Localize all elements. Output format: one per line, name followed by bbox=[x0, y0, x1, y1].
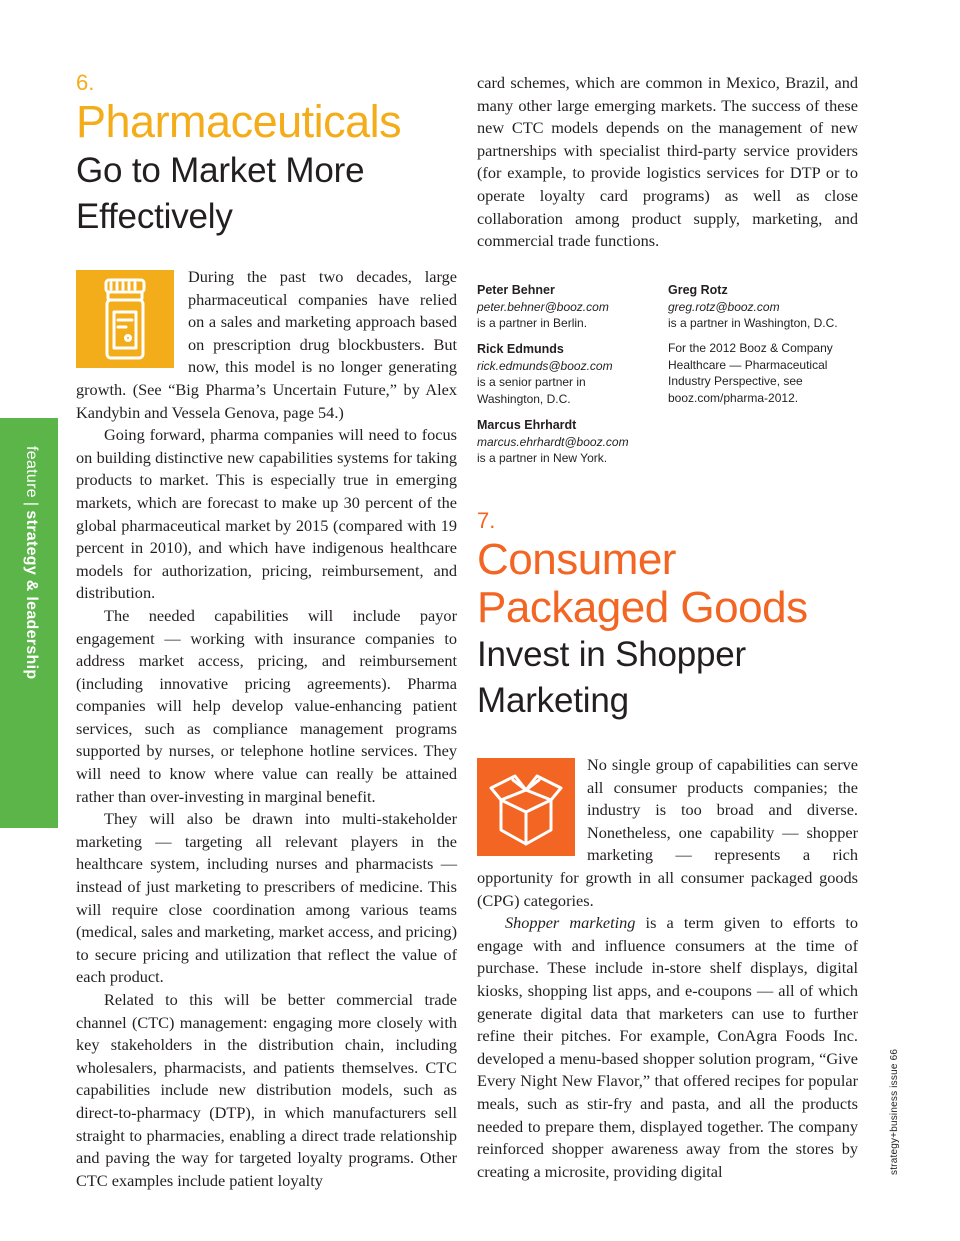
section-7 bbox=[477, 508, 858, 1183]
section-6-subtitle bbox=[76, 148, 457, 240]
contact-email[interactable]: greg.rotz@booz.com bbox=[668, 299, 780, 314]
contact-role: is a partner in Washington, D.C. bbox=[668, 316, 838, 330]
section-7-body bbox=[477, 754, 858, 1183]
section-prefix: feature bbox=[23, 446, 40, 498]
paragraph-5-part-a: Related to this will be better commercial trade channel (CTC) management: engaging more closely with key stakeholders in the distribution chain, including wholesalers, pharmacists, and patients themselves. CTC capabilities include new distribution models, such as direct-to-pharmacy (DTP), in which manufacturers sell straight to pharmacies, enabling a direct trade relationship and paving the way for targeted loyalty programs. Other CTC examples include patient loyalty bbox=[76, 990, 457, 1190]
section-7-paragraph-2 bbox=[477, 912, 858, 1183]
open-box-icon bbox=[477, 758, 575, 856]
section-6-continuation bbox=[477, 72, 858, 253]
section-7-paragraph-1: No single group of capabilities can serve all consumer products companies; the industry is too broad and diverse. Nonetheless, one capability — shopper marketing — represents a rich opportunity for growth in all consumer packaged goods (CPG) categories. bbox=[477, 755, 858, 910]
contact-email[interactable]: rick.edmunds@booz.com bbox=[477, 358, 613, 373]
section-tab: feature|strategy & leadership 38 bbox=[0, 418, 58, 828]
section-6-title: Pharmaceuticals bbox=[76, 96, 402, 147]
contact-role-line2: Washington, D.C. bbox=[477, 391, 571, 406]
section-6 bbox=[76, 70, 457, 1192]
section-6-subtitle-line1: Go to Market More bbox=[76, 151, 365, 190]
shopper-marketing-term: Shopper marketing bbox=[505, 913, 636, 933]
section-6-paragraph-1: During the past two decades, large pharmaceutical companies have relied on a sales and marketing approach based on prescription drug blockbusters. But now, this model is no longer generating growth. (See “Big Pharma’s Uncertain Future,” by Alex Kandybin and Vessela Genova, page 54.) bbox=[76, 267, 457, 422]
section-6-paragraph-5 bbox=[76, 989, 457, 1192]
section-6-number: 6. bbox=[76, 70, 95, 95]
contact-marcus-ehrhardt bbox=[477, 417, 667, 467]
contact-name: Greg Rotz bbox=[668, 283, 728, 297]
section-6-body bbox=[76, 266, 457, 1192]
section-7-number: 7. bbox=[477, 508, 496, 533]
contact-name: Peter Behner bbox=[477, 283, 555, 297]
section-6-subtitle-line2: Effectively bbox=[76, 197, 233, 236]
contact-name: Marcus Ehrhardt bbox=[477, 418, 577, 432]
section-6-paragraph-4: They will also be drawn into multi-stakeholder marketing — targeting all relevant players in the healthcare system, including nurses and pharmacists — instead of just marketing to prescribers of medicine. This will require close coordination among various teams (medical, sales and marketing, market access, and pricing) to secure pricing and utilization that reflect the value of each product. bbox=[76, 809, 457, 987]
contact-name: Rick Edmunds bbox=[477, 342, 564, 356]
contact-role-line1: is a senior partner in bbox=[477, 375, 586, 389]
contact-role: is a partner in Berlin. bbox=[477, 316, 588, 330]
section-7-title bbox=[477, 536, 858, 632]
section-7-subtitle bbox=[477, 632, 858, 724]
section-7-paragraph-2-rest: is a term given to efforts to engage with and influence consumers at the time of purchase. These include in-store shelf displays, digital kiosks, shopping list apps, and e-coupons — all of which generate digital data that marketers can use to further refine their pitches. For example, ConAgra Foods Inc. developed a menu-based shopper solution program, “Give Every Night New Flavor,” that offered recipes for popular meals, such as stir-fry and pasta, and all the products needed to prepare them, displayed together. The company reinforced shopper awareness away from the stores by creating a microsite, providing digital bbox=[477, 913, 858, 1181]
contact-greg-rotz bbox=[668, 282, 858, 332]
note-line3: Industry Perspective, see bbox=[668, 374, 803, 388]
note-line2: Healthcare — Pharmaceutical bbox=[668, 357, 828, 372]
section-6-paragraph-2: Going forward, pharma companies will need to focus on building distinctive new capabilities systems for taking products to market. This is especially true in emerging markets, which are forecast to make up 30 percent of the global pharmaceutical market by 2015 (compared with 19 percent in 2010), and which have indigenous healthcare models for authorization, pricing, reimbursement, and distribution. bbox=[76, 425, 457, 603]
issue-label: strategy+business issue 66 bbox=[889, 1048, 900, 1175]
continuation-text bbox=[477, 72, 858, 253]
section-7-title-line1: Consumer bbox=[477, 535, 676, 584]
section-name: strategy & leadership bbox=[23, 510, 40, 680]
perspective-note bbox=[668, 340, 858, 406]
note-line4[interactable]: booz.com/pharma-2012. bbox=[668, 390, 799, 405]
contact-email[interactable]: peter.behner@booz.com bbox=[477, 299, 609, 314]
contact-peter-behner bbox=[477, 282, 667, 332]
section-7-title-line2: Packaged Goods bbox=[477, 583, 808, 632]
contact-rick-edmunds bbox=[477, 341, 667, 407]
contact-email[interactable]: marcus.ehrhardt@booz.com bbox=[477, 434, 629, 449]
page-number: 38 bbox=[21, 1207, 37, 1222]
note-line1: For the 2012 Booz & Company bbox=[668, 341, 833, 355]
section-6-paragraph-3: The needed capabilities will include payor engagement — working with insurance companies to address market access, pricing, and reimbursement (including innovative pricing agreements). Pharma companies will help develop value-enhancing patient services, such as compliance management programs supported by nurses, or telephone hotline services. They will need to know where value can really be attained rather than over-investing in marginal benefit. bbox=[76, 605, 457, 806]
section-7-subtitle-line2: Marketing bbox=[477, 681, 629, 720]
continuation-paragraph: card schemes, which are common in Mexico, Brazil, and many other large emerging markets. The success of these new CTC models depends on the management of new partnerships with specialist third-party service providers (for example, to provide logistics services for DTP or to operate loyalty card programs) as well as close collaboration among product supply, marketing, and commercial trade functions. bbox=[477, 73, 858, 251]
pill-bottle-icon bbox=[76, 270, 174, 368]
contact-role: is a partner in New York. bbox=[477, 451, 608, 465]
section-7-subtitle-line1: Invest in Shopper bbox=[477, 635, 746, 674]
